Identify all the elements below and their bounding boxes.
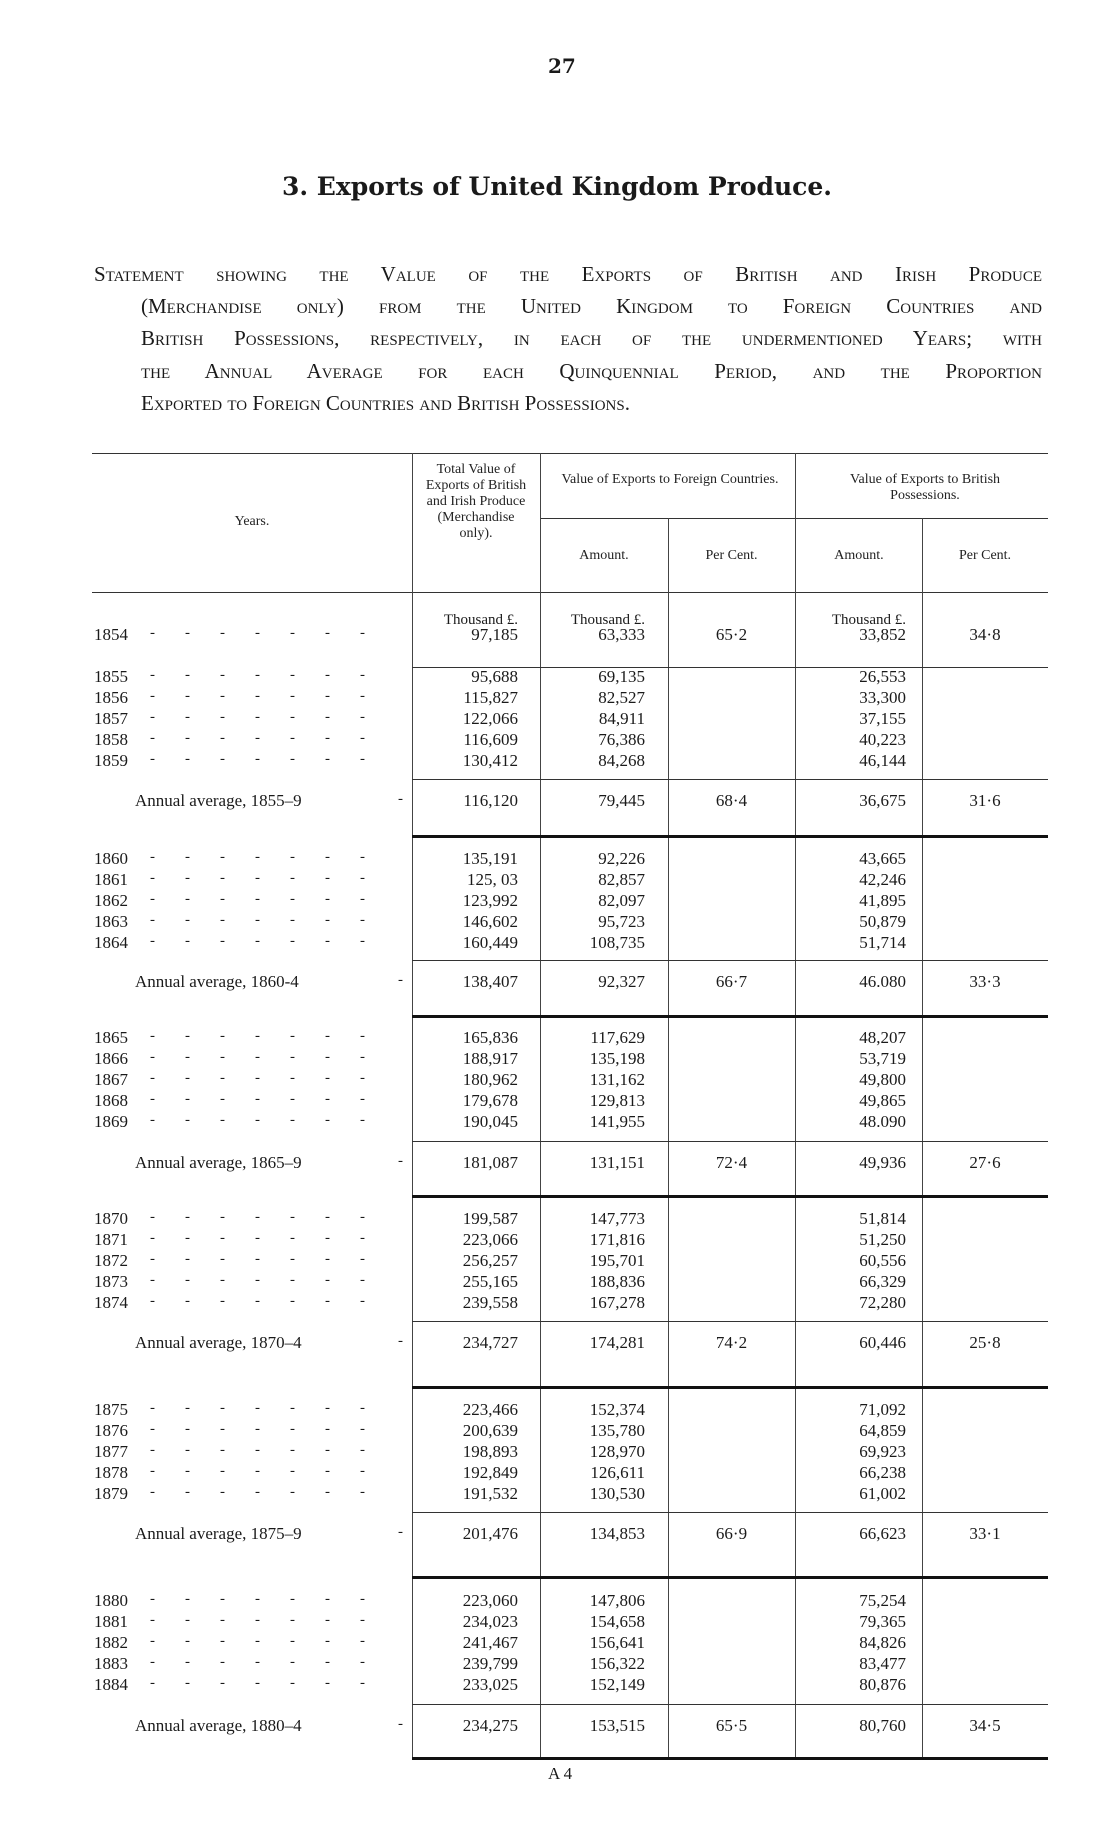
- leader-dashes: - - - - - - -: [150, 1612, 365, 1628]
- british-amount: 46.080: [859, 972, 906, 991]
- british-amount: 33,300: [859, 688, 906, 707]
- total-value: 160,449: [462, 933, 518, 952]
- header-foreign-amount: Amount.: [579, 548, 629, 563]
- foreign-amount: 131,151: [589, 1153, 645, 1172]
- total-value: 116,609: [463, 730, 518, 749]
- british-amount: 36,675: [859, 791, 906, 810]
- header-bottom-rule: [92, 592, 1048, 593]
- statement-line: the Annual Average for each Quinquennial Period, and the Proportion: [141, 359, 1042, 383]
- british-amount: 66,238: [859, 1463, 906, 1482]
- foreign-amount: 135,198: [589, 1049, 645, 1068]
- average-rule: [412, 1321, 1048, 1322]
- foreign-amount: 82,527: [598, 688, 645, 707]
- total-value: 239,558: [462, 1293, 518, 1312]
- british-amount: 60,556: [859, 1251, 906, 1270]
- column-divider: [922, 518, 923, 1757]
- units-total: Thousand £.: [443, 612, 518, 628]
- foreign-amount: 84,911: [598, 709, 645, 728]
- leader-dashes: - - - - - - -: [150, 709, 365, 725]
- year-label: 1866: [94, 1049, 128, 1068]
- year-label: 1863: [94, 912, 128, 931]
- leader-dashes: - - - - - - -: [150, 1421, 365, 1437]
- leader-dashes: -: [398, 972, 403, 988]
- total-value: 188,917: [462, 1049, 518, 1068]
- header-british: Value of Exports to British Possessions.: [849, 472, 1001, 503]
- year-label: 1865: [94, 1028, 128, 1047]
- year-label: 1881: [94, 1612, 128, 1631]
- leader-dashes: - - - - - - -: [150, 1272, 365, 1288]
- foreign-amount: 195,701: [589, 1251, 645, 1270]
- british-amount: 33,852: [859, 625, 906, 644]
- foreign-amount: 129,813: [589, 1091, 645, 1110]
- year-label: 1879: [94, 1484, 128, 1503]
- average-rule: [412, 1512, 1048, 1513]
- leader-dashes: - - - - - - -: [150, 1230, 365, 1246]
- units-british: Thousand £.: [831, 612, 906, 628]
- header-british-amount: Amount.: [834, 548, 884, 563]
- leader-dashes: - - - - - - -: [150, 1091, 365, 1107]
- leader-dashes: - - - - - - -: [150, 1591, 365, 1607]
- year-label: 1871: [94, 1230, 128, 1249]
- section-thick-rule: [412, 1015, 1048, 1018]
- year-label: 1868: [94, 1091, 128, 1110]
- total-value: 241,467: [462, 1633, 518, 1652]
- british-amount: 49,936: [859, 1153, 906, 1172]
- year-label: 1862: [94, 891, 128, 910]
- foreign-amount: 156,322: [589, 1654, 645, 1673]
- british-amount: 80,876: [859, 1675, 906, 1694]
- foreign-amount: 79,445: [598, 791, 645, 810]
- foreign-amount: 154,658: [589, 1612, 645, 1631]
- leader-dashes: - - - - - - -: [150, 849, 365, 865]
- british-amount: 79,365: [859, 1612, 906, 1631]
- section-thick-rule: [412, 1757, 1048, 1760]
- leader-dashes: - - - - - - -: [150, 1633, 365, 1649]
- section-thick-rule: [412, 1386, 1048, 1389]
- leader-dashes: - - - - - - -: [150, 1400, 365, 1416]
- total-value: 97,185: [471, 625, 518, 644]
- leader-dashes: - - - - - - -: [150, 1209, 365, 1225]
- header-total-value: Total Value of Exports of British and Irish Produce (Merchandise only).: [425, 462, 527, 541]
- total-value: 255,165: [462, 1272, 518, 1291]
- foreign-amount: 152,374: [589, 1400, 645, 1419]
- total-value: 135,191: [462, 849, 518, 868]
- foreign-amount: 82,857: [598, 870, 645, 889]
- total-value: 181,087: [462, 1153, 518, 1172]
- average-label: Annual average, 1860-4: [135, 972, 299, 991]
- foreign-amount: 156,641: [589, 1633, 645, 1652]
- foreign-amount: 131,162: [589, 1070, 645, 1089]
- average-label: Annual average, 1865–9: [135, 1153, 302, 1172]
- leader-dashes: - - - - - - -: [150, 688, 365, 704]
- british-amount: 66,623: [859, 1524, 906, 1543]
- total-value: 191,532: [462, 1484, 518, 1503]
- leader-dashes: - - - - - - -: [150, 933, 365, 949]
- units-foreign: Thousand £.: [570, 612, 645, 628]
- statement-line: Statement showing the Value of the Exports of British and Irish Produce: [94, 262, 1042, 286]
- average-label: Annual average, 1880–4: [135, 1716, 302, 1735]
- year-label: 1864: [94, 933, 128, 952]
- leader-dashes: - - - - - - -: [150, 1484, 365, 1500]
- leader-dashes: - - - - - - -: [150, 1028, 365, 1044]
- year-label: 1855: [94, 667, 128, 686]
- foreign-percent: 65·2: [715, 625, 748, 644]
- total-value: 116,120: [463, 791, 518, 810]
- british-percent: 33·3: [969, 972, 1001, 991]
- leader-dashes: - - - - - - -: [150, 891, 365, 907]
- total-value: 180,962: [462, 1070, 518, 1089]
- total-value: 95,688: [471, 667, 518, 686]
- foreign-percent: 68·4: [715, 791, 748, 810]
- foreign-amount: 117,629: [590, 1028, 645, 1047]
- total-value: 125, 03: [467, 870, 518, 889]
- year-label: 1878: [94, 1463, 128, 1482]
- foreign-percent: 72·4: [715, 1153, 748, 1172]
- british-percent: 25·8: [969, 1333, 1001, 1352]
- total-value: 233,025: [462, 1675, 518, 1694]
- british-percent: 27·6: [969, 1153, 1001, 1172]
- leader-dashes: - - - - - - -: [150, 730, 365, 746]
- british-amount: 75,254: [859, 1591, 906, 1610]
- average-rule: [412, 1141, 1048, 1142]
- british-amount: 40,223: [859, 730, 906, 749]
- british-percent: 34·8: [969, 625, 1001, 644]
- leader-dashes: - - - - - - -: [150, 1049, 365, 1065]
- foreign-amount: 135,780: [589, 1421, 645, 1440]
- foreign-amount: 141,955: [589, 1112, 645, 1131]
- total-value: 223,060: [462, 1591, 518, 1610]
- foreign-percent: 66·7: [715, 972, 748, 991]
- total-value: 179,678: [462, 1091, 518, 1110]
- foreign-percent: 74·2: [715, 1333, 748, 1352]
- foreign-amount: 153,515: [589, 1716, 645, 1735]
- subheader-rule: [540, 518, 1048, 519]
- average-label: Annual average, 1870–4: [135, 1333, 302, 1352]
- leader-dashes: - - - - - - -: [150, 751, 365, 767]
- total-value: 198,893: [462, 1442, 518, 1461]
- foreign-amount: 174,281: [589, 1333, 645, 1352]
- leader-dashes: - - - - - - -: [150, 1463, 365, 1479]
- statement-line: Exported to Foreign Countries and British Possessions.: [141, 391, 630, 415]
- total-value: 201,476: [462, 1524, 518, 1543]
- foreign-amount: 147,773: [589, 1209, 645, 1228]
- table-top-rule: [92, 453, 1048, 454]
- total-value: 223,466: [462, 1400, 518, 1419]
- total-value: 234,023: [462, 1612, 518, 1631]
- year-label: 1867: [94, 1070, 128, 1089]
- british-amount: 83,477: [859, 1654, 906, 1673]
- foreign-amount: 152,149: [589, 1675, 645, 1694]
- foreign-percent: 65·5: [715, 1716, 748, 1735]
- foreign-amount: 108,735: [589, 933, 645, 952]
- year-label: 1854: [94, 625, 128, 644]
- foreign-amount: 76,386: [598, 730, 645, 749]
- foreign-amount: 84,268: [598, 751, 645, 770]
- total-value: 146,602: [462, 912, 518, 931]
- average-rule: [412, 1704, 1048, 1705]
- foreign-amount: 134,853: [589, 1524, 645, 1543]
- foreign-amount: 171,816: [589, 1230, 645, 1249]
- total-value: 256,257: [462, 1251, 518, 1270]
- british-amount: 51,250: [859, 1230, 906, 1249]
- british-amount: 42,246: [859, 870, 906, 889]
- british-amount: 72,280: [859, 1293, 906, 1312]
- page-number: 27: [548, 54, 576, 78]
- year-label: 1873: [94, 1272, 128, 1291]
- year-label: 1860: [94, 849, 128, 868]
- british-amount: 50,879: [859, 912, 906, 931]
- statement-line: British Possessions, respectively, in each of the undermentioned Years; with: [141, 326, 1042, 350]
- leader-dashes: -: [398, 1524, 403, 1540]
- total-value: 190,045: [462, 1112, 518, 1131]
- leader-dashes: -: [398, 791, 403, 807]
- header-foreign-percent: Per Cent.: [705, 548, 758, 563]
- foreign-percent: 66·9: [715, 1524, 748, 1543]
- british-amount: 41,895: [859, 891, 906, 910]
- year-label: 1883: [94, 1654, 128, 1673]
- british-amount: 48.090: [859, 1112, 906, 1131]
- total-value: 122,066: [462, 709, 518, 728]
- british-amount: 69,923: [859, 1442, 906, 1461]
- british-amount: 84,826: [859, 1633, 906, 1652]
- british-amount: 48,207: [859, 1028, 906, 1047]
- british-percent: 31·6: [969, 791, 1001, 810]
- year-label: 1876: [94, 1421, 128, 1440]
- total-value: 223,066: [462, 1230, 518, 1249]
- year-label: 1882: [94, 1633, 128, 1652]
- year-label: 1869: [94, 1112, 128, 1131]
- header-british-percent: Per Cent.: [958, 548, 1012, 563]
- foreign-amount: 82,097: [598, 891, 645, 910]
- foreign-amount: 128,970: [589, 1442, 645, 1461]
- foreign-amount: 95,723: [598, 912, 645, 931]
- british-amount: 60,446: [859, 1333, 906, 1352]
- leader-dashes: - - - - - - -: [150, 1251, 365, 1267]
- total-value: 130,412: [462, 751, 518, 770]
- foreign-amount: 92,226: [598, 849, 645, 868]
- total-value: 234,727: [462, 1333, 518, 1352]
- leader-dashes: - - - - - - -: [150, 1293, 365, 1309]
- total-value: 200,639: [462, 1421, 518, 1440]
- average-label: Annual average, 1875–9: [135, 1524, 302, 1543]
- year-label: 1859: [94, 751, 128, 770]
- british-amount: 51,814: [859, 1209, 906, 1228]
- total-value: 165,836: [462, 1028, 518, 1047]
- british-amount: 51,714: [859, 933, 906, 952]
- header-foreign: Value of Exports to Foreign Countries.: [561, 472, 779, 487]
- total-value: 115,827: [463, 688, 518, 707]
- leader-dashes: - - - - - - -: [150, 1442, 365, 1458]
- leader-dashes: - - - - - - -: [150, 667, 365, 683]
- british-amount: 37,155: [859, 709, 906, 728]
- statement-line: (Merchandise only) from the United Kingdom to Foreign Countries and: [141, 294, 1042, 318]
- british-amount: 49,800: [859, 1070, 906, 1089]
- foreign-amount: 188,836: [589, 1272, 645, 1291]
- year-label: 1870: [94, 1209, 128, 1228]
- leader-dashes: - - - - - - -: [150, 1675, 365, 1691]
- year-label: 1880: [94, 1591, 128, 1610]
- foreign-amount: 69,135: [598, 667, 645, 686]
- british-amount: 46,144: [859, 751, 906, 770]
- total-value: 239,799: [462, 1654, 518, 1673]
- leader-dashes: - - - - - - -: [150, 625, 365, 641]
- year-label: 1875: [94, 1400, 128, 1419]
- year-label: 1861: [94, 870, 128, 889]
- leader-dashes: - - - - - - -: [150, 1070, 365, 1086]
- british-amount: 49,865: [859, 1091, 906, 1110]
- total-value: 192,849: [462, 1463, 518, 1482]
- year-label: 1872: [94, 1251, 128, 1270]
- section-thick-rule: [412, 835, 1048, 838]
- leader-dashes: - - - - - - -: [150, 870, 365, 886]
- page-title: 3. Exports of United Kingdom Produce.: [282, 172, 832, 201]
- column-divider: [668, 518, 669, 1757]
- header-years: Years.: [234, 514, 270, 529]
- leader-dashes: -: [398, 1333, 403, 1349]
- year-label: 1874: [94, 1293, 128, 1312]
- year-label: 1856: [94, 688, 128, 707]
- british-amount: 53,719: [859, 1049, 906, 1068]
- signature-mark: A 4: [548, 1764, 573, 1783]
- british-percent: 33·1: [969, 1524, 1001, 1543]
- leader-dashes: - - - - - - -: [150, 1112, 365, 1128]
- british-amount: 80,760: [859, 1716, 906, 1735]
- year-label: 1884: [94, 1675, 128, 1694]
- british-amount: 71,092: [859, 1400, 906, 1419]
- foreign-amount: 167,278: [589, 1293, 645, 1312]
- foreign-amount: 126,611: [590, 1463, 645, 1482]
- total-value: 199,587: [462, 1209, 518, 1228]
- british-amount: 64,859: [859, 1421, 906, 1440]
- british-amount: 26,553: [859, 667, 906, 686]
- leader-dashes: - - - - - - -: [150, 1654, 365, 1670]
- year-label: 1877: [94, 1442, 128, 1461]
- average-rule: [412, 779, 1048, 780]
- section-thick-rule: [412, 1576, 1048, 1579]
- british-amount: 66,329: [859, 1272, 906, 1291]
- leader-dashes: -: [398, 1716, 403, 1732]
- british-amount: 43,665: [859, 849, 906, 868]
- leader-dashes: -: [398, 1153, 403, 1169]
- section-thick-rule: [412, 1195, 1048, 1198]
- leader-dashes: - - - - - - -: [150, 912, 365, 928]
- average-label: Annual average, 1855–9: [135, 791, 302, 810]
- average-rule: [412, 960, 1048, 961]
- total-value: 138,407: [462, 972, 518, 991]
- year-label: 1857: [94, 709, 128, 728]
- foreign-amount: 92,327: [598, 972, 645, 991]
- total-value: 234,275: [462, 1716, 518, 1735]
- foreign-amount: 130,530: [589, 1484, 645, 1503]
- year-label: 1858: [94, 730, 128, 749]
- foreign-amount: 147,806: [589, 1591, 645, 1610]
- british-amount: 61,002: [859, 1484, 906, 1503]
- total-value: 123,992: [462, 891, 518, 910]
- british-percent: 34·5: [969, 1716, 1001, 1735]
- foreign-amount: 63,333: [598, 625, 645, 644]
